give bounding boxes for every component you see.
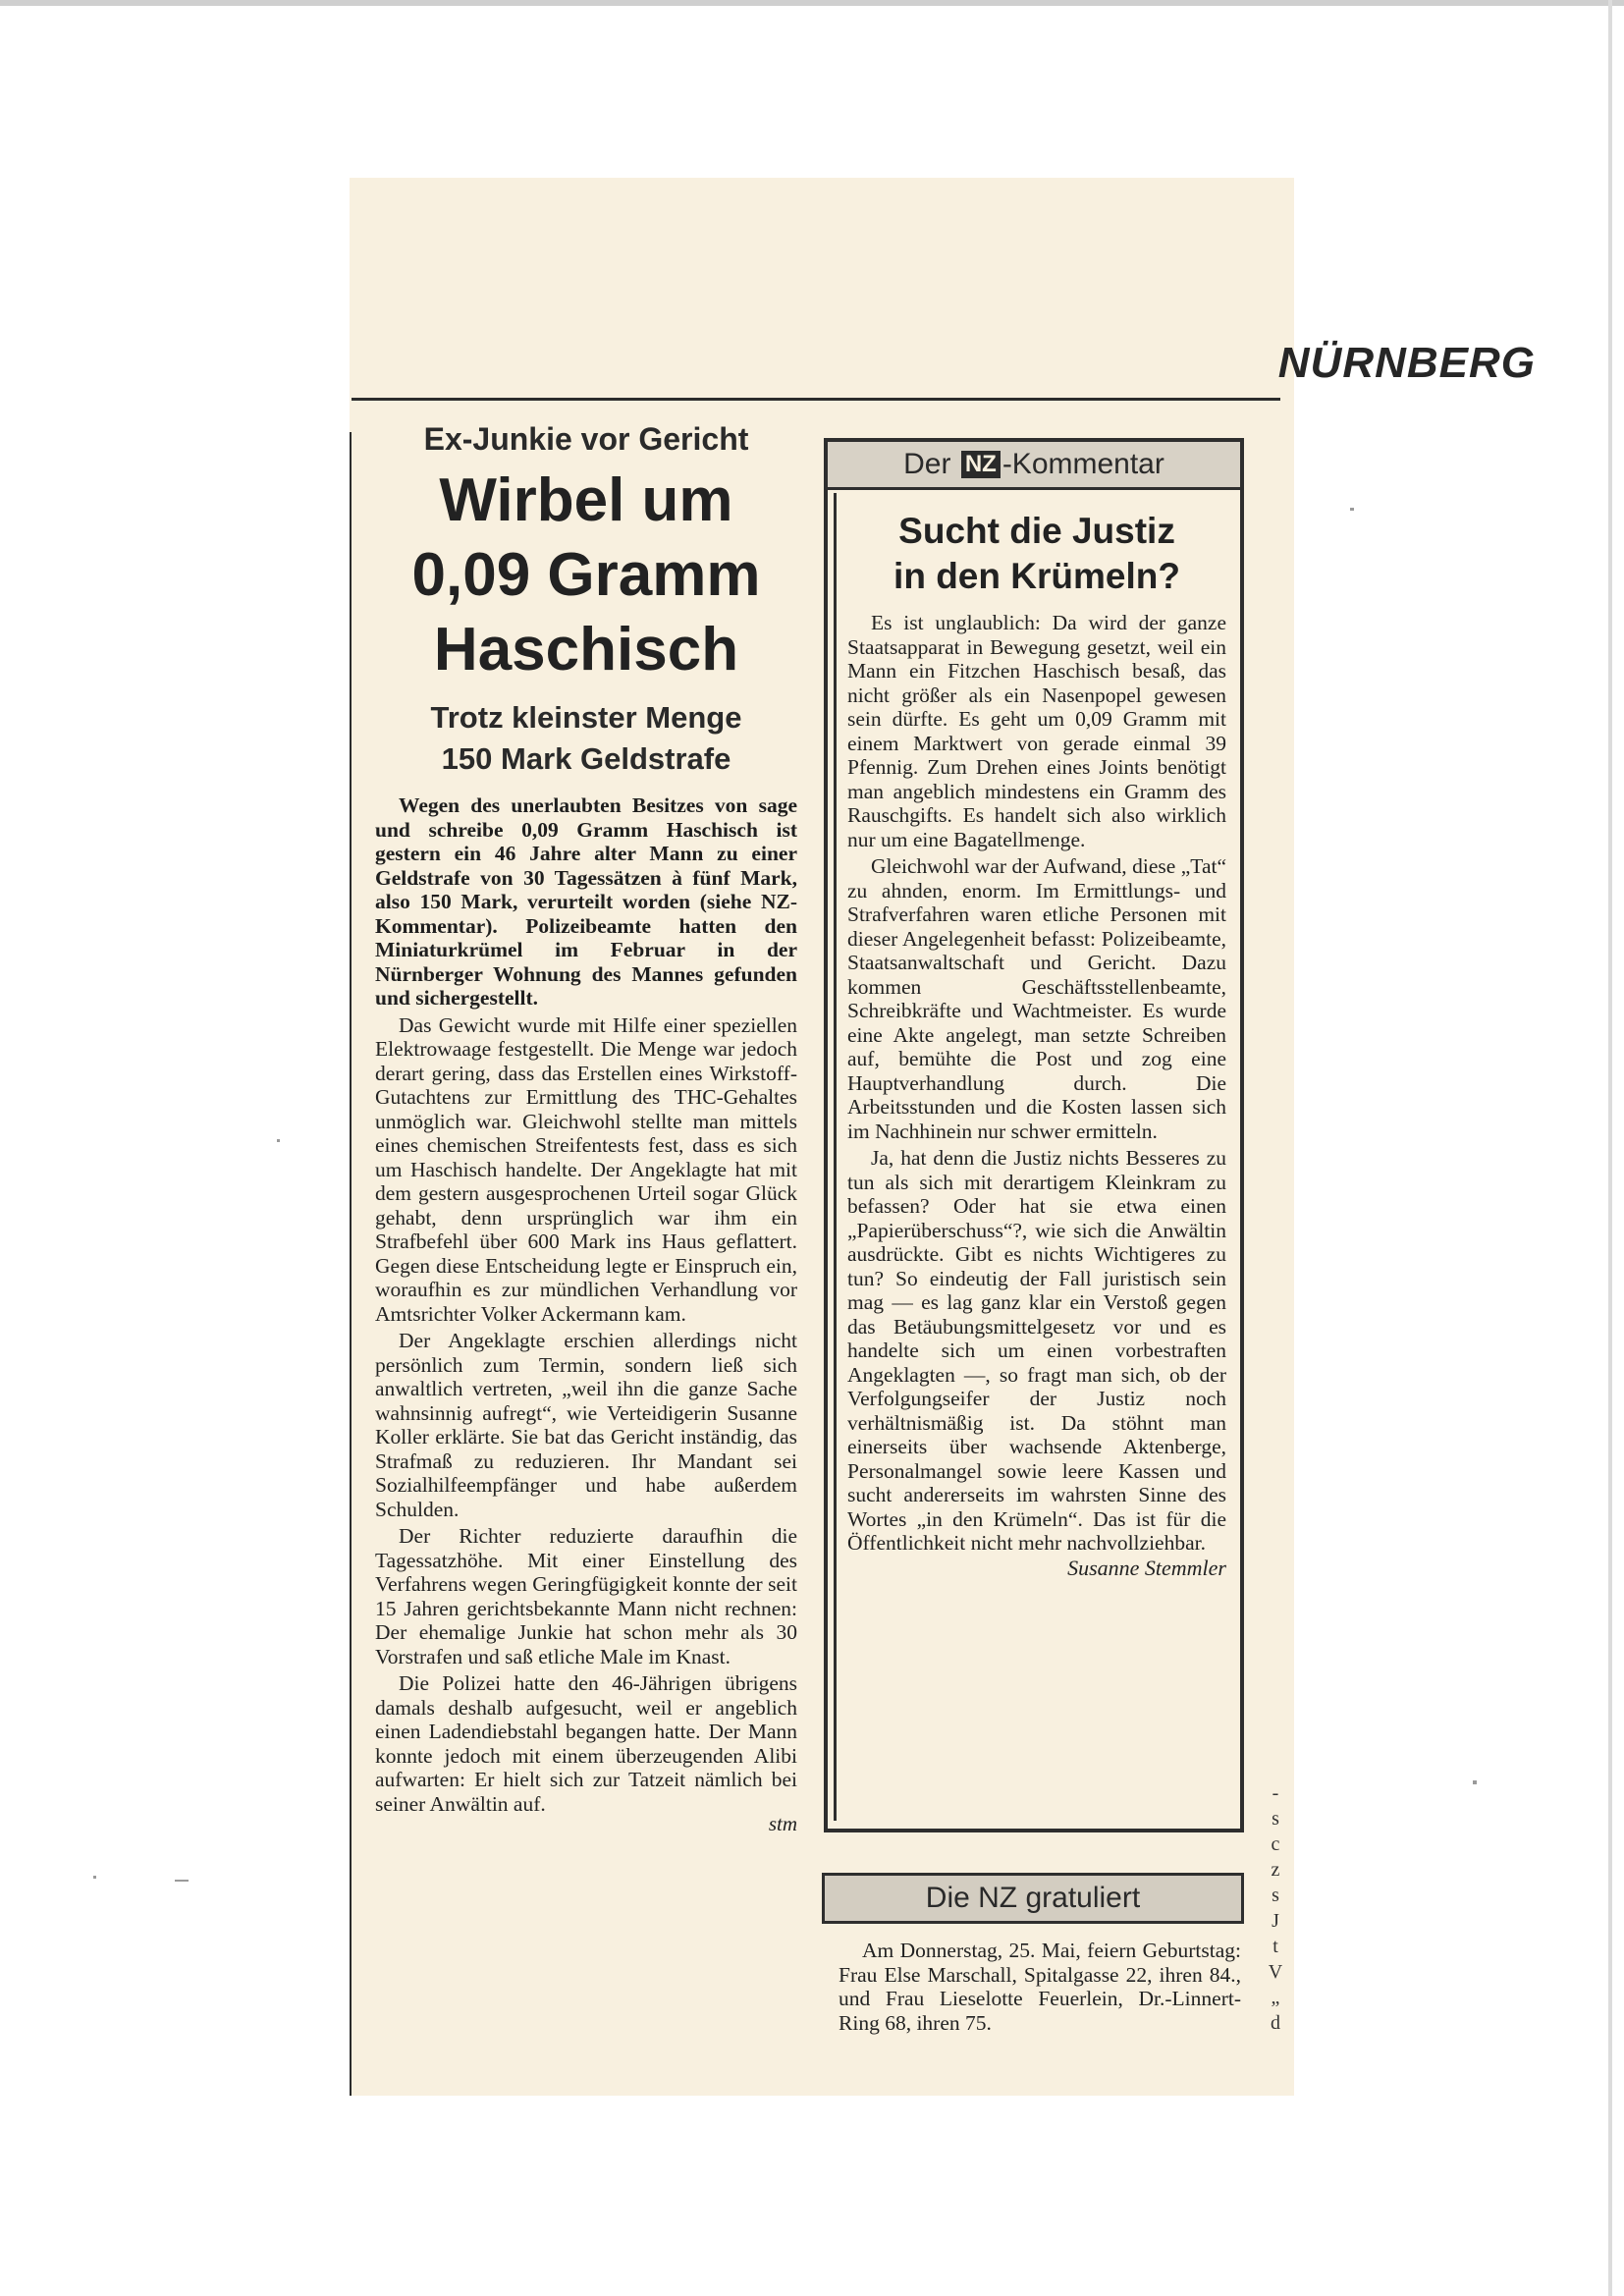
article-author: stm: [768, 1812, 797, 1835]
commentary-inner-rule: [834, 493, 837, 1821]
edge-letter: J: [1272, 1910, 1279, 1932]
edge-letter: V: [1268, 1961, 1283, 1983]
article-paragraph: Das Gewicht wurde mit Hilfe einer speziellen Elektrowaage festgestellt. Die Menge war jedoch derart gering, dass das Erstellen eines Wirkstoff-Gutachtens zur Ermittlung des THC-Gehaltes unmöglich war. Gleichwohl stellte man mittels eines chemischen Streifentests fest, dass es sich um Haschisch handelte. Der Angeklagte hat mit dem gestern ausgesprochenen Urteil sogar Glück gehabt, denn ursprünglich war ihm ein Strafbefehl über 600 Mark ins Haus geflattert. Gegen diese Entscheidung legte er Einspruch ein, woraufhin es zur mündlichen Verhandlung vor Amtsrichter Volker Ackermann kam.: [375, 1012, 797, 1326]
article-headline: [375, 464, 797, 687]
edge-letter: s: [1272, 1885, 1279, 1906]
nz-logo-badge: NZ: [961, 451, 1001, 478]
article-body: [375, 1013, 797, 1817]
scan-speck: [277, 1139, 280, 1142]
edge-letter: z: [1271, 1859, 1280, 1881]
newspaper-clipping: [350, 178, 1536, 2096]
scan-right-edge: [1608, 0, 1612, 2296]
edge-letter: t: [1272, 1936, 1278, 1957]
commentary-author: Susanne Stemmler: [1067, 1555, 1226, 1580]
commentary-headline-line: in den Krümeln?: [893, 556, 1180, 596]
article-paragraph: Der Richter reduzierte daraufhin die Tagessatzhöhe. Mit einer Einstellung des Verfahrens wegen Geringfügigkeit konnte der seit 15 Jahren gerichtsbekannte Mann nicht rechnen: Der ehemalige Junkie hat schon mehr als 30 Vorstrafen und saß etliche Male im Knast.: [375, 1524, 797, 1668]
headline-line: Haschisch: [433, 616, 739, 683]
neighbor-column-fragment: [1265, 1780, 1286, 2036]
edge-letter: „: [1271, 1987, 1280, 2008]
section-rule: [352, 398, 1280, 401]
article-kicker: Ex-Junkie vor Gericht: [423, 421, 749, 457]
commentary-headline-line: Sucht die Justiz: [898, 511, 1175, 551]
scan-top-edge: [0, 0, 1624, 6]
banner-suffix: -Kommentar: [1001, 448, 1164, 480]
headline-line: 0,09 Gramm: [411, 541, 761, 609]
headline-line: Wirbel um: [439, 466, 733, 534]
edge-letter: s: [1272, 1808, 1279, 1830]
commentary-banner: [828, 442, 1240, 490]
commentary-content: [847, 509, 1226, 1581]
edge-letter: c: [1271, 1833, 1280, 1855]
article-subhead: [375, 697, 797, 780]
main-article: [375, 421, 797, 1836]
column-rule: [350, 432, 352, 2096]
commentary-body: [847, 611, 1226, 1556]
congratulations-text: Am Donnerstag, 25. Mai, feiern Geburtstag: Frau Else Marschall, Spitalgasse 22, ihren 84., und Frau Lieselotte Feuerlein, Dr.-Linnert-Ring 68, ihren 75.: [839, 1939, 1241, 2035]
commentary-headline: [847, 509, 1226, 599]
subhead-line: Trotz kleinster Menge: [430, 700, 742, 735]
banner-prefix: Der: [903, 448, 951, 480]
scan-speck: [93, 1876, 96, 1879]
commentary-box: [824, 438, 1244, 1832]
article-paragraph: Die Polizei hatte den 46-Jährigen übrigens damals deshalb aufgesucht, weil er angeblich einen Ladendiebstahl begangen hatte. Der Mann konnte jedoch mit einem überzeugenden Alibi aufwarten: Er hielt sich zur Tatzeit nämlich bei seiner Anwältin auf.: [375, 1671, 797, 1816]
commentary-paragraph: Ja, hat denn die Justiz nichts Besseres zu tun als sich mit derartigem Kleinkram zu befassen? Oder hat sie etwa einen „Papierüberschuss“?, wie sich die Anwältin ausdrückte. Gibt es nichts Wichtigeres zu tun? So eindeutig der Fall juristisch sein mag — es lag ganz klar ein Verstoß gegen das Betäubungsmittelgesetz vor und es handelte sich um einen vorbestraften Angeklagten —, so fragt man sich, ob der Verfolgungseifer der Justiz noch verhältnismäßig ist. Da stöhnt man einerseits über wachsende Aktenberge, Personalmangel sowie leere Kassen und sucht andererseits im wahrsten Sinne des Wortes „in den Krümeln“. Das ist für die Öffentlichkeit nicht mehr nachvollziehbar.: [847, 1146, 1226, 1555]
subhead-line: 150 Mark Geldstrafe: [441, 741, 731, 776]
article-lead: Wegen des unerlaubten Besitzes von sage und schreibe 0,09 Gramm Haschisch ist gestern ein 46 Jahre alter Mann zu einer Geldstrafe von 30 Tagessätzen à fünf Mark, also 150 Mark, verurteilt worden (siehe NZ-Kommentar). Polizeibeamte hatten den Miniaturkrümel im Februar in der Nürnberger Wohnung des Mannes gefunden und sichergestellt.: [375, 793, 797, 1010]
article-paragraph: Der Angeklagte erschien allerdings nicht persönlich zum Termin, sondern ließ sich anwaltlich vertreten, „weil ihn die ganze Sache wahnsinnig aufregt“, wie Verteidigerin Susanne Koller erklärte. Sie bat das Gericht inständig, das Strafmaß zu reduzieren. Ihr Mandant sei Sozialhilfeempfänger und habe außerdem Schulden.: [375, 1329, 797, 1521]
congratulations-banner: Die NZ gratuliert: [822, 1873, 1244, 1924]
edge-letter: -: [1272, 1782, 1279, 1804]
scan-speck: [1473, 1780, 1477, 1784]
edge-letter: d: [1271, 2012, 1280, 2034]
commentary-paragraph: Gleichwohl war der Aufwand, diese „Tat“ zu ahnden, enorm. Im Ermittlungs- und Strafverfahren waren etliche Personen mit dieser Angelegenheit befasst: Polizeibeamte, Staatsanwaltschaft und Gericht. Dazu kommen Geschäftsstellenbeamte, Schreibkräfte und Wachtmeister. Es wurde eine Akte angelegt, man setzte Schreiben auf, bemühte die Post und zog eine Hauptverhandlung durch. Die Arbeitsstunden und die Kosten lassen sich im Nachhinein nur schwer ermitteln.: [847, 854, 1226, 1143]
scan-speck: [175, 1880, 189, 1882]
section-title: NÜRNBERG: [1277, 339, 1536, 387]
commentary-paragraph: Es ist unglaublich: Da wird der ganze Staatsapparat in Bewegung gesetzt, weil ein Mann ein Fitzchen Haschisch besaß, das nicht größer als ein Nasenpopel gewesen sein dürfte. Es geht um 0,09 Gramm mit einem Marktwert von gerade einmal 39 Pfennig. Zum Drehen eines Joints benötigt man angeblich mindestens ein Gramm des Rauschgifts. Es handelt sich also wirklich nur um eine Bagatellmenge.: [847, 611, 1226, 851]
scan-speck: [1350, 508, 1354, 511]
